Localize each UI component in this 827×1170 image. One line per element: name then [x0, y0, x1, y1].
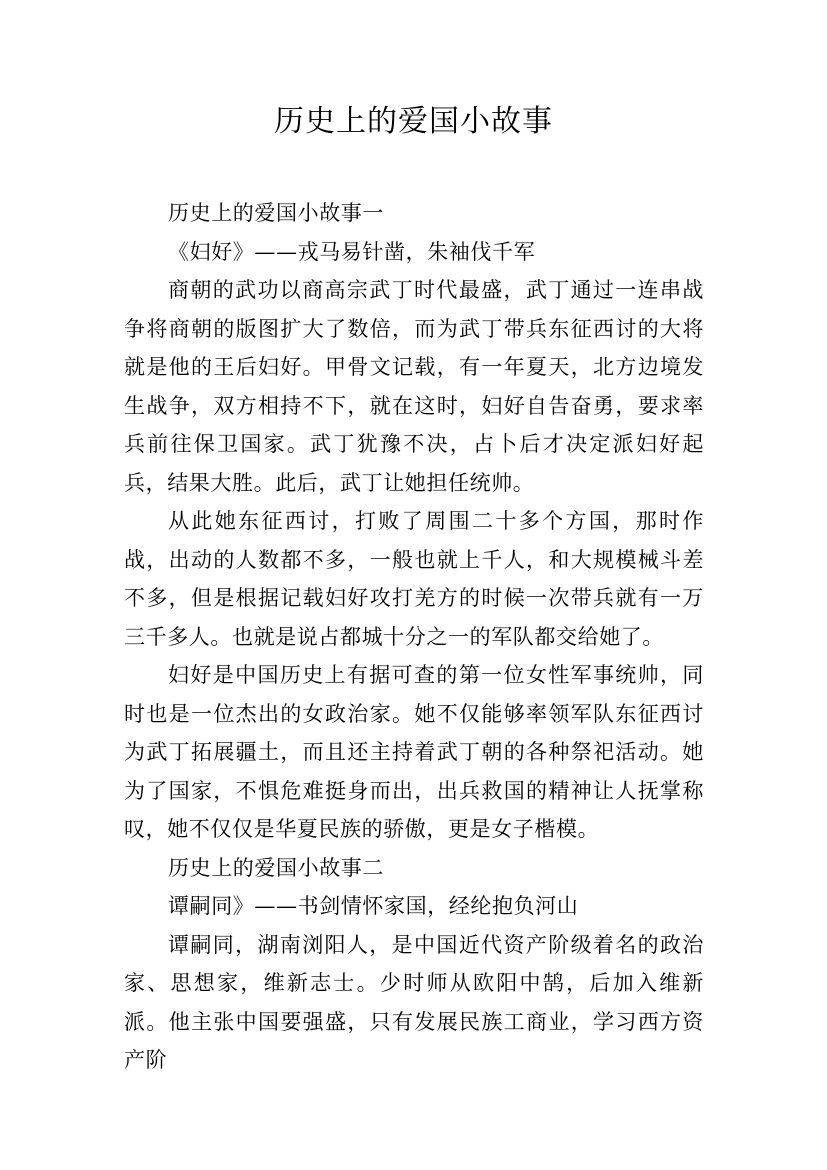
document-body — [124, 194, 704, 1080]
section-heading-2: 历史上的爱国小故事二 — [168, 855, 384, 880]
paragraph: 妇好是中国历史上有据可查的第一位女性军事统帅，同时也是一位杰出的女政治家。她不仅能够率领军队东征西讨为武丁拓展疆土，而且还主持着武丁朝的各种祭祀活动。她为了国家，不惧危难挺身而出，出兵救国的精神让人抚掌称叹，她不仅仅是华夏民族的骄傲，更是女子楷模。 — [124, 663, 704, 841]
section-heading-1: 历史上的爱国小故事一 — [168, 201, 384, 225]
paragraph: 商朝的武功以商高宗武丁时代最盛，武丁通过一连串战争将商朝的版图扩大了数倍，而为武丁带兵东征西讨的大将就是他的王后妇好。甲骨文记载，有一年夏天，北方边境发生战争，双方相持不下，就在这时，妇好自告奋勇，要求率兵前往保卫国家。武丁犹豫不决，占卜后才决定派妇好起兵，结果大胜。此后，武丁让她担任统帅。 — [124, 278, 704, 495]
story-title-1: 《妇好》——戎马易针凿，朱袖伐千军 — [168, 239, 536, 264]
paragraph: 从此她东征西讨，打败了周围二十多个方国，那时作战，出动的人数都不多，一般也就上千人，和大规模械斗差不多，但是根据记载妇好攻打羌方的时候一次带兵就有一万三千多人。也就是说占都城十分之一的军队都交给她了。 — [124, 509, 704, 649]
story-title-2: 谭嗣同》——书剑情怀家国，经纶抱负河山 — [168, 894, 579, 918]
document-title: 历史上的爱国小故事 — [274, 104, 553, 139]
paragraph: 谭嗣同，湖南浏阳人，是中国近代资产阶级着名的政治家、思想家，维新志士。少时师从欧阳中鹄，后加入维新派。他主张中国要强盛，只有发展民族工商业，学习西方资产阶 — [124, 932, 704, 1072]
